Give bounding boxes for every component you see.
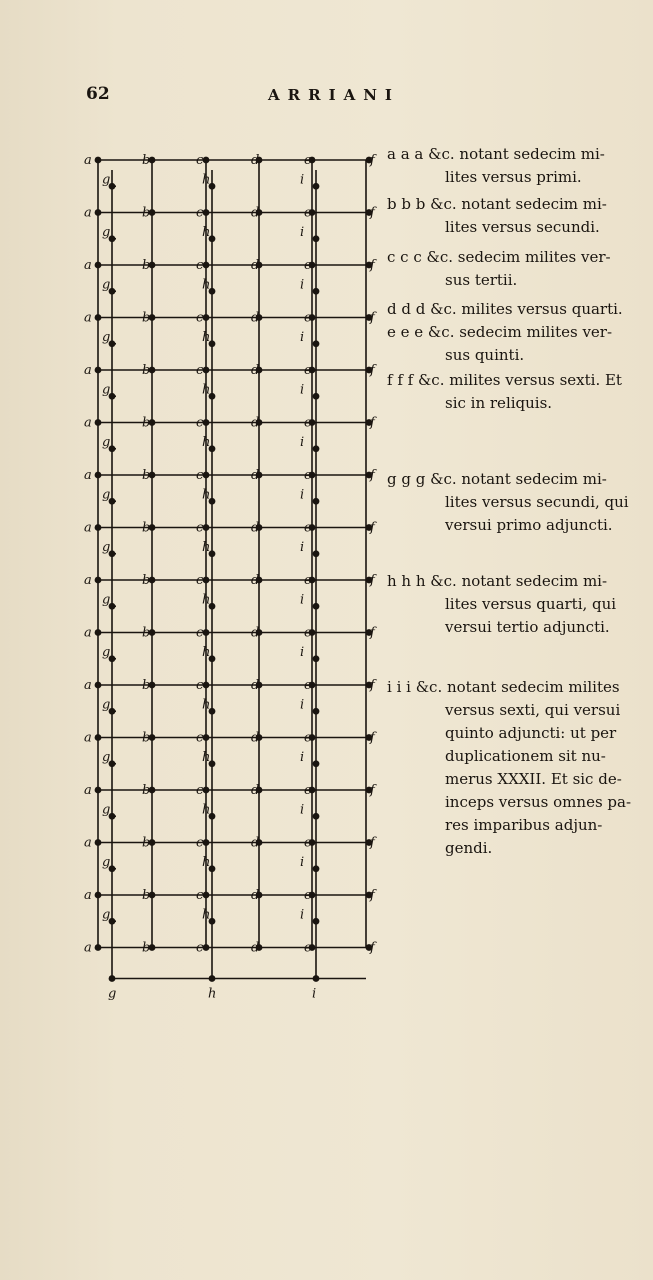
file-letter: d <box>251 363 260 378</box>
soldier-dot <box>109 975 116 982</box>
file-letter: b <box>142 835 151 851</box>
file-letter: g <box>102 907 111 923</box>
soldier-dot <box>313 445 320 452</box>
soldier-dot <box>95 787 102 794</box>
file-letter: a <box>84 520 92 536</box>
soldier-dot <box>95 209 102 216</box>
file-letter: b <box>142 888 151 903</box>
file-letter: b <box>142 520 151 536</box>
file-letter: f <box>370 363 375 378</box>
note-line: i i i &c. notant sedecim milites <box>387 678 620 696</box>
file-letter: c <box>196 153 204 168</box>
file-letter: i <box>300 224 305 240</box>
note-line: a a a &c. notant sedecim mi- <box>387 145 605 163</box>
soldier-dot <box>95 577 102 584</box>
note-line: inceps versus omnes pa- <box>445 793 632 811</box>
file-letter: e <box>304 468 312 483</box>
file-letter: i <box>300 539 305 555</box>
file-letter: g <box>102 277 111 293</box>
file-letter: d <box>251 678 260 693</box>
file-letter: h <box>208 986 217 1002</box>
file-letter: d <box>251 520 260 536</box>
file-letter: b <box>142 258 151 273</box>
file-letter: g <box>102 802 111 818</box>
soldier-dot <box>95 367 102 374</box>
soldier-dot <box>203 157 210 164</box>
file-letter: g <box>102 487 111 503</box>
note-line: d d d &c. milites versus quarti. <box>387 300 623 318</box>
file-letter: e <box>304 888 312 903</box>
file-letter: c <box>196 468 204 483</box>
file-letter: i <box>300 802 305 818</box>
file-letter: b <box>142 730 151 746</box>
soldier-dot <box>95 262 102 269</box>
file-letter: c <box>196 520 204 536</box>
note-f <box>387 369 649 415</box>
file-letter: b <box>142 573 151 588</box>
note-g <box>387 468 649 537</box>
formation-grid <box>98 160 366 979</box>
file-letter: a <box>84 573 92 588</box>
file-letter: i <box>300 854 305 870</box>
note-line: lites versus secundi. <box>445 218 600 236</box>
running-head: ARRIANI <box>268 86 400 104</box>
note-line: sus tertii. <box>445 271 518 289</box>
file-letter: h <box>202 172 211 188</box>
note-line: gendi. <box>445 839 493 857</box>
file-letter: h <box>202 802 211 818</box>
soldier-dot <box>203 682 210 689</box>
soldier-dot <box>95 472 102 479</box>
soldier-dot <box>203 419 210 426</box>
soldier-dot <box>95 524 102 531</box>
file-letter: c <box>196 415 204 431</box>
file-letter: e <box>304 573 312 588</box>
formation-letters <box>84 153 377 1002</box>
file-letter: c <box>196 678 204 693</box>
file-letter: a <box>84 835 92 851</box>
note-line: lites versus primi. <box>445 168 582 186</box>
file-letter: c <box>196 730 204 746</box>
file-letter: i <box>300 277 305 293</box>
soldier-dot <box>95 734 102 741</box>
note-i <box>387 676 649 860</box>
soldier-dot <box>313 655 320 662</box>
soldier-dot <box>313 760 320 767</box>
file-letter: f <box>370 310 375 326</box>
file-letter: f <box>370 415 375 431</box>
soldier-dot <box>95 892 102 899</box>
file-letter: c <box>196 625 204 641</box>
soldier-dot <box>203 629 210 636</box>
soldier-dot <box>313 550 320 557</box>
file-letter: h <box>202 854 211 870</box>
soldier-dot <box>313 603 320 610</box>
file-letter: e <box>304 783 312 798</box>
file-letter: e <box>304 415 312 431</box>
file-letter: h <box>202 697 211 713</box>
file-letter: d <box>251 940 260 956</box>
file-letter: d <box>251 205 260 221</box>
file-letter: h <box>202 434 211 450</box>
file-letter: f <box>370 783 375 798</box>
file-letter: g <box>108 986 117 1002</box>
file-letter: c <box>196 783 204 798</box>
file-letter: c <box>196 310 204 326</box>
file-letter: c <box>196 573 204 588</box>
file-letter: c <box>196 888 204 903</box>
soldier-dot <box>95 682 102 689</box>
file-letter: a <box>84 940 92 956</box>
file-letter: h <box>202 907 211 923</box>
soldier-dot <box>203 472 210 479</box>
file-letter: g <box>102 434 111 450</box>
file-letter: d <box>251 625 260 641</box>
file-letter: f <box>370 730 375 746</box>
file-letter: e <box>304 153 312 168</box>
note-a <box>387 143 649 189</box>
note-line: h h h &c. notant sedecim mi- <box>387 572 608 590</box>
file-letter: g <box>102 749 111 765</box>
soldier-dot <box>203 262 210 269</box>
file-letter: f <box>370 468 375 483</box>
file-letter: a <box>84 363 92 378</box>
file-letter: b <box>142 363 151 378</box>
file-letter: h <box>202 277 211 293</box>
file-letter: d <box>251 468 260 483</box>
note-b <box>387 193 649 239</box>
file-letter: g <box>102 329 111 345</box>
file-letter: b <box>142 678 151 693</box>
file-letter: a <box>84 678 92 693</box>
note-d <box>387 298 649 321</box>
file-letter: g <box>102 644 111 660</box>
file-letter: g <box>102 382 111 398</box>
soldier-dot <box>313 708 320 715</box>
file-letter: h <box>202 592 211 608</box>
soldier-dot <box>313 393 320 400</box>
file-letter: e <box>304 310 312 326</box>
file-letter: a <box>84 153 92 168</box>
file-letter: e <box>304 678 312 693</box>
soldier-dots <box>95 157 373 982</box>
note-line: merus XXXII. Et sic de- <box>445 770 622 788</box>
file-letter: f <box>370 835 375 851</box>
file-letter: h <box>202 382 211 398</box>
soldier-dot <box>203 577 210 584</box>
file-letter: b <box>142 415 151 431</box>
soldier-dot <box>203 524 210 531</box>
file-letter: g <box>102 539 111 555</box>
note-line: sic in reliquis. <box>445 394 553 412</box>
note-line: res imparibus adjun- <box>445 816 603 834</box>
note-line: f f f &c. milites versus sexti. Et <box>387 371 622 389</box>
file-letter: c <box>196 940 204 956</box>
file-letter: f <box>370 258 375 273</box>
file-letter: i <box>300 749 305 765</box>
soldier-dot <box>313 183 320 190</box>
soldier-dot <box>203 787 210 794</box>
file-letter: f <box>370 205 375 221</box>
soldier-dot <box>95 419 102 426</box>
file-letter: b <box>142 625 151 641</box>
file-letter: d <box>251 153 260 168</box>
note-line: sus quinti. <box>445 346 525 364</box>
file-letter: d <box>251 783 260 798</box>
file-letter: a <box>84 730 92 746</box>
soldier-dot <box>313 975 320 982</box>
file-letter: f <box>370 940 375 956</box>
file-letter: h <box>202 329 211 345</box>
file-letter: d <box>251 730 260 746</box>
note-line: versus sexti, qui versui <box>445 701 621 719</box>
file-letter: e <box>304 940 312 956</box>
file-letter: f <box>370 625 375 641</box>
file-letter: e <box>304 520 312 536</box>
file-letter: i <box>300 644 305 660</box>
note-line: c c c &c. sedecim milites ver- <box>387 248 611 266</box>
file-letter: a <box>84 888 92 903</box>
file-letter: h <box>202 539 211 555</box>
file-letter: i <box>312 986 317 1002</box>
note-line: duplicationem sit nu- <box>445 747 606 765</box>
note-line: versui tertio adjuncti. <box>445 618 610 636</box>
file-letter: b <box>142 205 151 221</box>
file-letter: a <box>84 205 92 221</box>
soldier-dot <box>95 839 102 846</box>
file-letter: d <box>251 888 260 903</box>
file-letter: b <box>142 940 151 956</box>
file-letter: c <box>196 363 204 378</box>
file-letter: f <box>370 678 375 693</box>
file-letter: i <box>300 329 305 345</box>
soldier-dot <box>203 209 210 216</box>
soldier-dot <box>203 944 210 951</box>
note-line: g g g &c. notant sedecim mi- <box>387 470 607 488</box>
file-letter: g <box>102 854 111 870</box>
file-letter: i <box>300 907 305 923</box>
note-e <box>387 321 649 367</box>
soldier-dot <box>203 367 210 374</box>
soldier-dot <box>209 975 216 982</box>
soldier-dot <box>313 918 320 925</box>
file-letter: g <box>102 224 111 240</box>
file-letter: a <box>84 783 92 798</box>
file-letter: a <box>84 258 92 273</box>
file-letter: a <box>84 415 92 431</box>
note-line: lites versus quarti, qui <box>445 595 617 613</box>
file-letter: b <box>142 783 151 798</box>
file-letter: i <box>300 382 305 398</box>
soldier-dot <box>313 235 320 242</box>
file-letter: f <box>370 153 375 168</box>
soldier-dot <box>313 865 320 872</box>
file-letter: h <box>202 224 211 240</box>
file-letter: e <box>304 625 312 641</box>
note-line: quinto adjuncti: ut per <box>445 724 617 742</box>
file-letter: d <box>251 573 260 588</box>
soldier-dot <box>203 892 210 899</box>
file-letter: d <box>251 415 260 431</box>
file-letter: a <box>84 468 92 483</box>
file-letter: b <box>142 153 151 168</box>
note-line: lites versus secundi, qui <box>445 493 629 511</box>
soldier-dot <box>203 314 210 321</box>
file-letter: e <box>304 835 312 851</box>
file-letter: i <box>300 172 305 188</box>
file-letter: d <box>251 258 260 273</box>
soldier-dot <box>95 157 102 164</box>
file-letter: i <box>300 592 305 608</box>
file-letter: d <box>251 835 260 851</box>
file-letter: h <box>202 644 211 660</box>
file-letter: i <box>300 697 305 713</box>
soldier-dot <box>95 629 102 636</box>
soldier-dot <box>95 944 102 951</box>
file-letter: g <box>102 172 111 188</box>
file-letter: e <box>304 205 312 221</box>
file-letter: f <box>370 520 375 536</box>
note-line: e e e &c. sedecim milites ver- <box>387 323 613 341</box>
file-letter: c <box>196 835 204 851</box>
note-c <box>387 246 649 292</box>
file-letter: e <box>304 730 312 746</box>
note-line: versui primo adjuncti. <box>445 516 613 534</box>
file-letter: g <box>102 697 111 713</box>
file-letter: g <box>102 592 111 608</box>
page-number: 62 <box>86 84 110 104</box>
soldier-dot <box>313 340 320 347</box>
file-letter: e <box>304 258 312 273</box>
file-letter: e <box>304 363 312 378</box>
file-letter: a <box>84 625 92 641</box>
note-h <box>387 570 649 639</box>
soldier-dot <box>313 498 320 505</box>
file-letter: f <box>370 573 375 588</box>
file-letter: h <box>202 749 211 765</box>
file-letter: b <box>142 468 151 483</box>
file-letter: i <box>300 434 305 450</box>
file-letter: h <box>202 487 211 503</box>
file-letter: i <box>300 487 305 503</box>
file-letter: f <box>370 888 375 903</box>
file-letter: c <box>196 205 204 221</box>
soldier-dot <box>313 813 320 820</box>
file-letter: c <box>196 258 204 273</box>
soldier-dot <box>203 839 210 846</box>
soldier-dot <box>95 314 102 321</box>
file-letter: d <box>251 310 260 326</box>
file-letter: b <box>142 310 151 326</box>
soldier-dot <box>313 288 320 295</box>
note-line: b b b &c. notant sedecim mi- <box>387 195 607 213</box>
soldier-dot <box>203 734 210 741</box>
file-letter: a <box>84 310 92 326</box>
